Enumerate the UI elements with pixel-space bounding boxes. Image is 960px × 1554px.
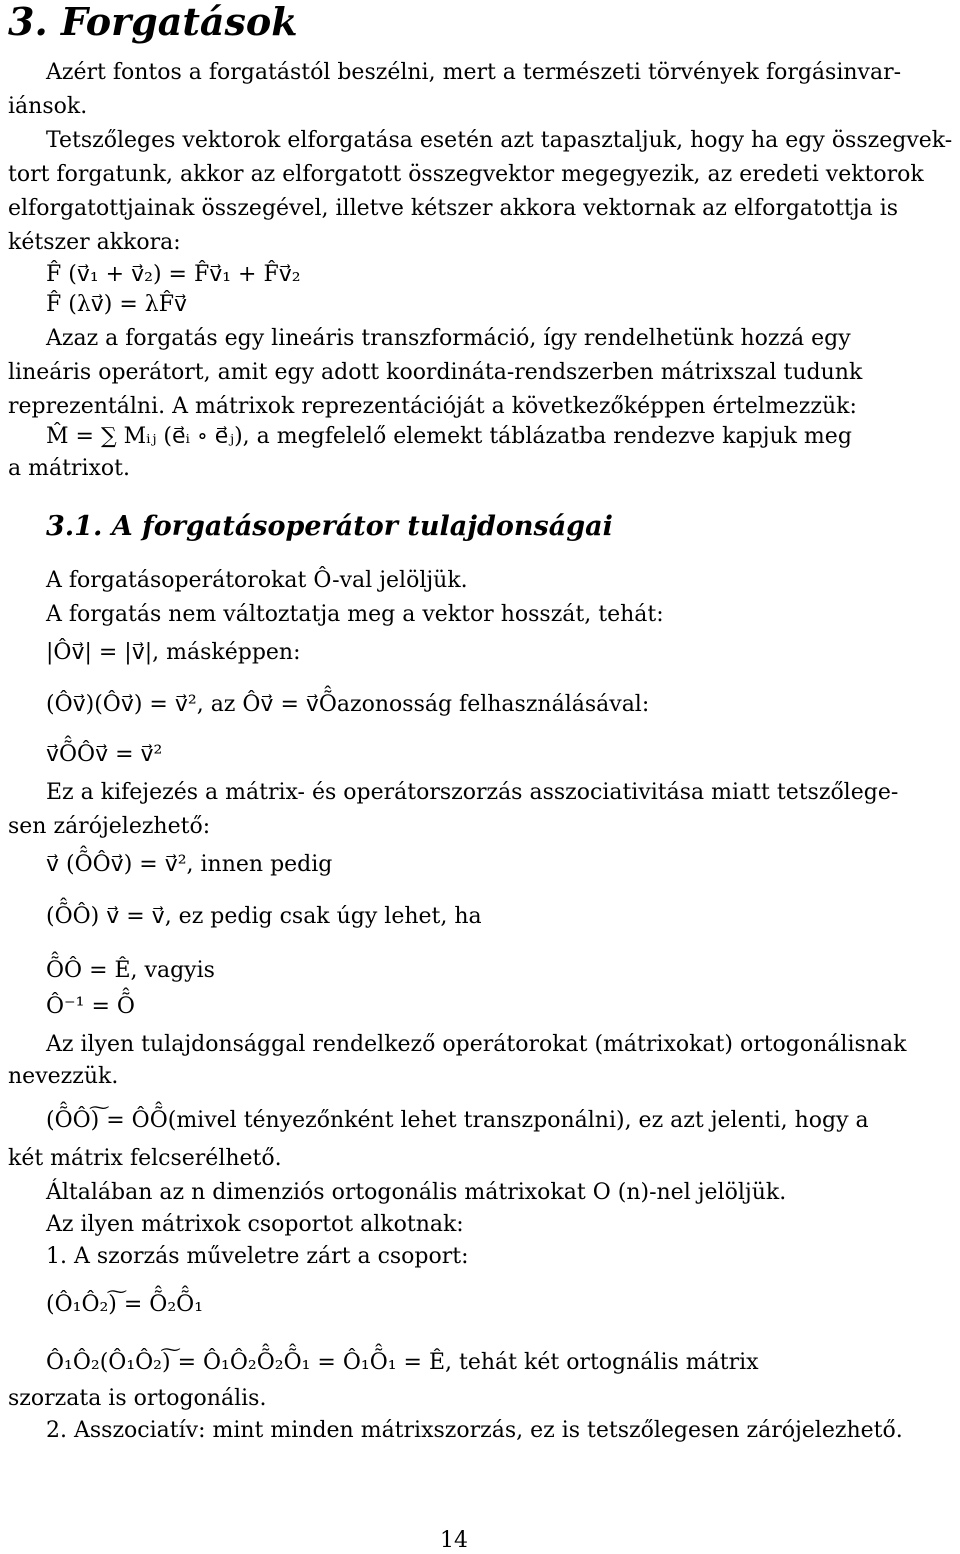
paragraph-line: tort forgatunk, akkor az elforgatott összegvektor megegyezik, az eredeti vektorok	[8, 162, 924, 187]
paragraph-line: Általában az n dimenziós ortogonális mátrixokat O (n)-nel jelöljük.	[46, 1180, 787, 1205]
section-heading: 3. Forgatások	[8, 0, 298, 44]
equation: (Õ̂Ô) v⃗ = v⃗, ez pedig csak úgy lehet, ha	[46, 904, 482, 929]
equation: (Õ̂Ô)͠ = ÔÕ̂(mivel tényezőnként lehet transzponálni), ez azt jelenti, hogy a	[46, 1108, 869, 1133]
paragraph-line: 1. A szorzás műveletre zárt a csoport:	[46, 1244, 469, 1269]
paragraph-line: két mátrix felcserélhető.	[8, 1146, 282, 1171]
paragraph-line: reprezentálni. A mátrixok reprezentációját a következőképpen értelmezzük:	[8, 394, 857, 419]
paragraph-line: Azaz a forgatás egy lineáris transzformáció, így rendelhetünk hozzá egy	[46, 326, 851, 351]
paragraph-line: nevezzük.	[8, 1064, 119, 1089]
equation: F̂ (v⃗₁ + v⃗₂) = F̂v⃗₁ + F̂v⃗₂	[46, 262, 301, 287]
paragraph-line: sen zárójelezhető:	[8, 814, 211, 839]
paragraph-line: Tetszőleges vektorok elforgatása esetén azt tapasztaljuk, hogy ha egy összegvek-	[46, 128, 953, 153]
paragraph-line: a mátrixot.	[8, 456, 130, 481]
paragraph-line: Ez a kifejezés a mátrix- és operátorszorzás asszociativitása miatt tetszőlege-	[46, 780, 899, 805]
paragraph-line: Azért fontos a forgatástól beszélni, mert a természeti törvények forgásinvar-	[46, 60, 902, 85]
paragraph-line: Az ilyen mátrixok csoportot alkotnak:	[46, 1212, 464, 1237]
equation: v⃗ (Õ̂Ôv⃗) = v⃗², innen pedig	[46, 852, 333, 877]
equation: |Ôv⃗| = |v⃗|, másképpen:	[46, 640, 301, 665]
paragraph-line: lineáris operátort, amit egy adott koordináta-rendszerben mátrixszal tudunk	[8, 360, 863, 385]
paragraph-line: 2. Asszociatív: mint minden mátrixszorzás, ez is tetszőlegesen zárójelezhető.	[46, 1418, 903, 1443]
page-number: 14	[440, 1528, 468, 1553]
paragraph-line: iánsok.	[8, 94, 88, 119]
paragraph-line: A forgatás nem változtatja meg a vektor hosszát, tehát:	[46, 602, 664, 627]
equation: v⃗Õ̂Ôv⃗ = v⃗²	[46, 742, 163, 767]
equation: (Ôv⃗)(Ôv⃗) = v⃗², az Ôv⃗ = v⃗Õ̂azonosság felhasználásával:	[46, 692, 650, 717]
paragraph-line: szorzata is ortogonális.	[8, 1386, 267, 1411]
subsection-heading: 3.1. A forgatásoperátor tulajdonságai	[46, 511, 613, 542]
equation: (Ô₁Ô₂)͠ = Õ̂₂Õ̂₁	[46, 1292, 204, 1317]
equation: Õ̂Ô = Ê, vagyis	[46, 958, 215, 983]
paragraph-line: kétszer akkora:	[8, 230, 181, 255]
equation: Ô₁Ô₂(Ô₁Ô₂)͠ = Ô₁Ô₂Õ̂₂Õ̂₁ = Ô₁Õ̂₁ = Ê, tehát két ortognális mátrix	[46, 1350, 759, 1375]
paragraph-line: Az ilyen tulajdonsággal rendelkező operátorokat (mátrixokat) ortogonálisnak	[46, 1032, 907, 1057]
paragraph-line: A forgatásoperátorokat Ô-val jelöljük.	[46, 568, 468, 593]
equation: Ô⁻¹ = Õ̂	[46, 994, 135, 1019]
paragraph-line: elforgatottjainak összegével, illetve kétszer akkora vektornak az elforgatottja is	[8, 196, 899, 221]
equation: M̂ = ∑ Mᵢⱼ (e⃗ᵢ ∘ e⃗ⱼ), a megfelelő elemekt táblázatba rendezve kapjuk meg	[46, 424, 852, 449]
equation: F̂ (λv⃗) = λF̂v⃗	[46, 292, 188, 317]
